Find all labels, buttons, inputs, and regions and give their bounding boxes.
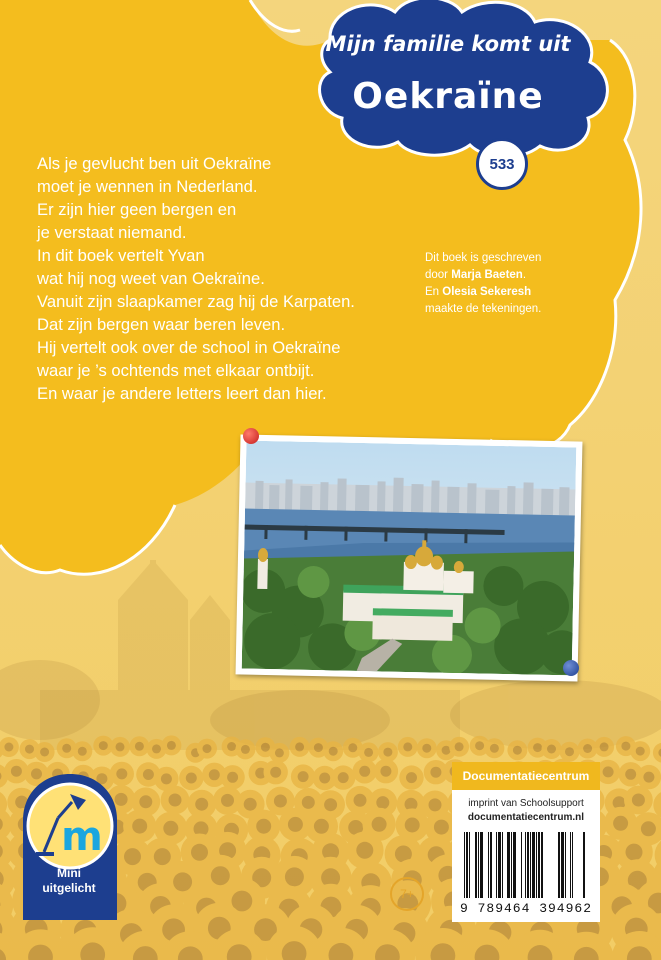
credits-line-2: door Marja Baeten. (425, 269, 527, 281)
title-line-1: Mijn familie komt uit (325, 32, 571, 56)
credits-line-4: maakte de tekeningen. (425, 303, 542, 315)
blurb-line: En waar je andere letters leert dan hier. (37, 384, 327, 403)
series-badge-line-2: uitgelicht (42, 881, 96, 895)
red-pin-icon (243, 428, 259, 444)
credits-door: door (425, 269, 449, 281)
blurb-text (37, 152, 417, 405)
blurb-line: wat hij nog weet van Oekraïne. (37, 269, 265, 288)
blurb-line: Er zijn hier geen bergen en (37, 200, 237, 219)
photo-image (242, 441, 577, 676)
credits-line-3 (425, 284, 625, 301)
title-line-2: Oekraïne (352, 76, 544, 117)
blurb-line: Dat zijn bergen waar beren leven. (37, 315, 286, 334)
credits (425, 250, 625, 318)
age-badge: 7+ (390, 877, 424, 911)
blurb-line: In dit boek vertelt Yvan (37, 246, 205, 265)
barcode (462, 832, 590, 898)
publisher-imprint: imprint van Schoolsupport (468, 798, 584, 809)
book-number-badge: 533 (476, 138, 528, 190)
blurb-line: Als je gevlucht ben uit Oekraïne (37, 154, 272, 173)
series-letter: m (61, 814, 103, 860)
credits-line-1: Dit boek is geschreven (425, 252, 542, 264)
blurb-line: je verstaat niemand. (37, 223, 187, 242)
credits-en: En (425, 286, 440, 298)
isbn-number: 9 789464 394962 (459, 901, 593, 916)
series-badge-line-1: Mini (57, 866, 81, 880)
blurb-line: Vanuit zijn slaapkamer zag hij de Karpaten. (37, 292, 355, 311)
kyiv-photo-illustration (242, 441, 577, 676)
author-name: Marja Baeten (451, 269, 523, 281)
blurb-line: waar je ’s ochtends met elkaar ontbijt. (37, 361, 315, 380)
kyiv-photo (236, 434, 583, 681)
illustrator-name: Olesia Sekeresh (442, 286, 532, 298)
publisher-url: documentatiecentrum.nl (467, 812, 585, 823)
publisher-name: Documentatiecentrum (452, 762, 600, 790)
series-badge-label (22, 866, 116, 896)
series-badge (20, 772, 120, 922)
blurb-line: moet je wennen in Nederland. (37, 177, 258, 196)
publisher-panel (452, 762, 600, 922)
blurb-line: Hij vertelt ook over de school in Oekraïne (37, 338, 341, 357)
blue-pin-icon (563, 660, 579, 676)
